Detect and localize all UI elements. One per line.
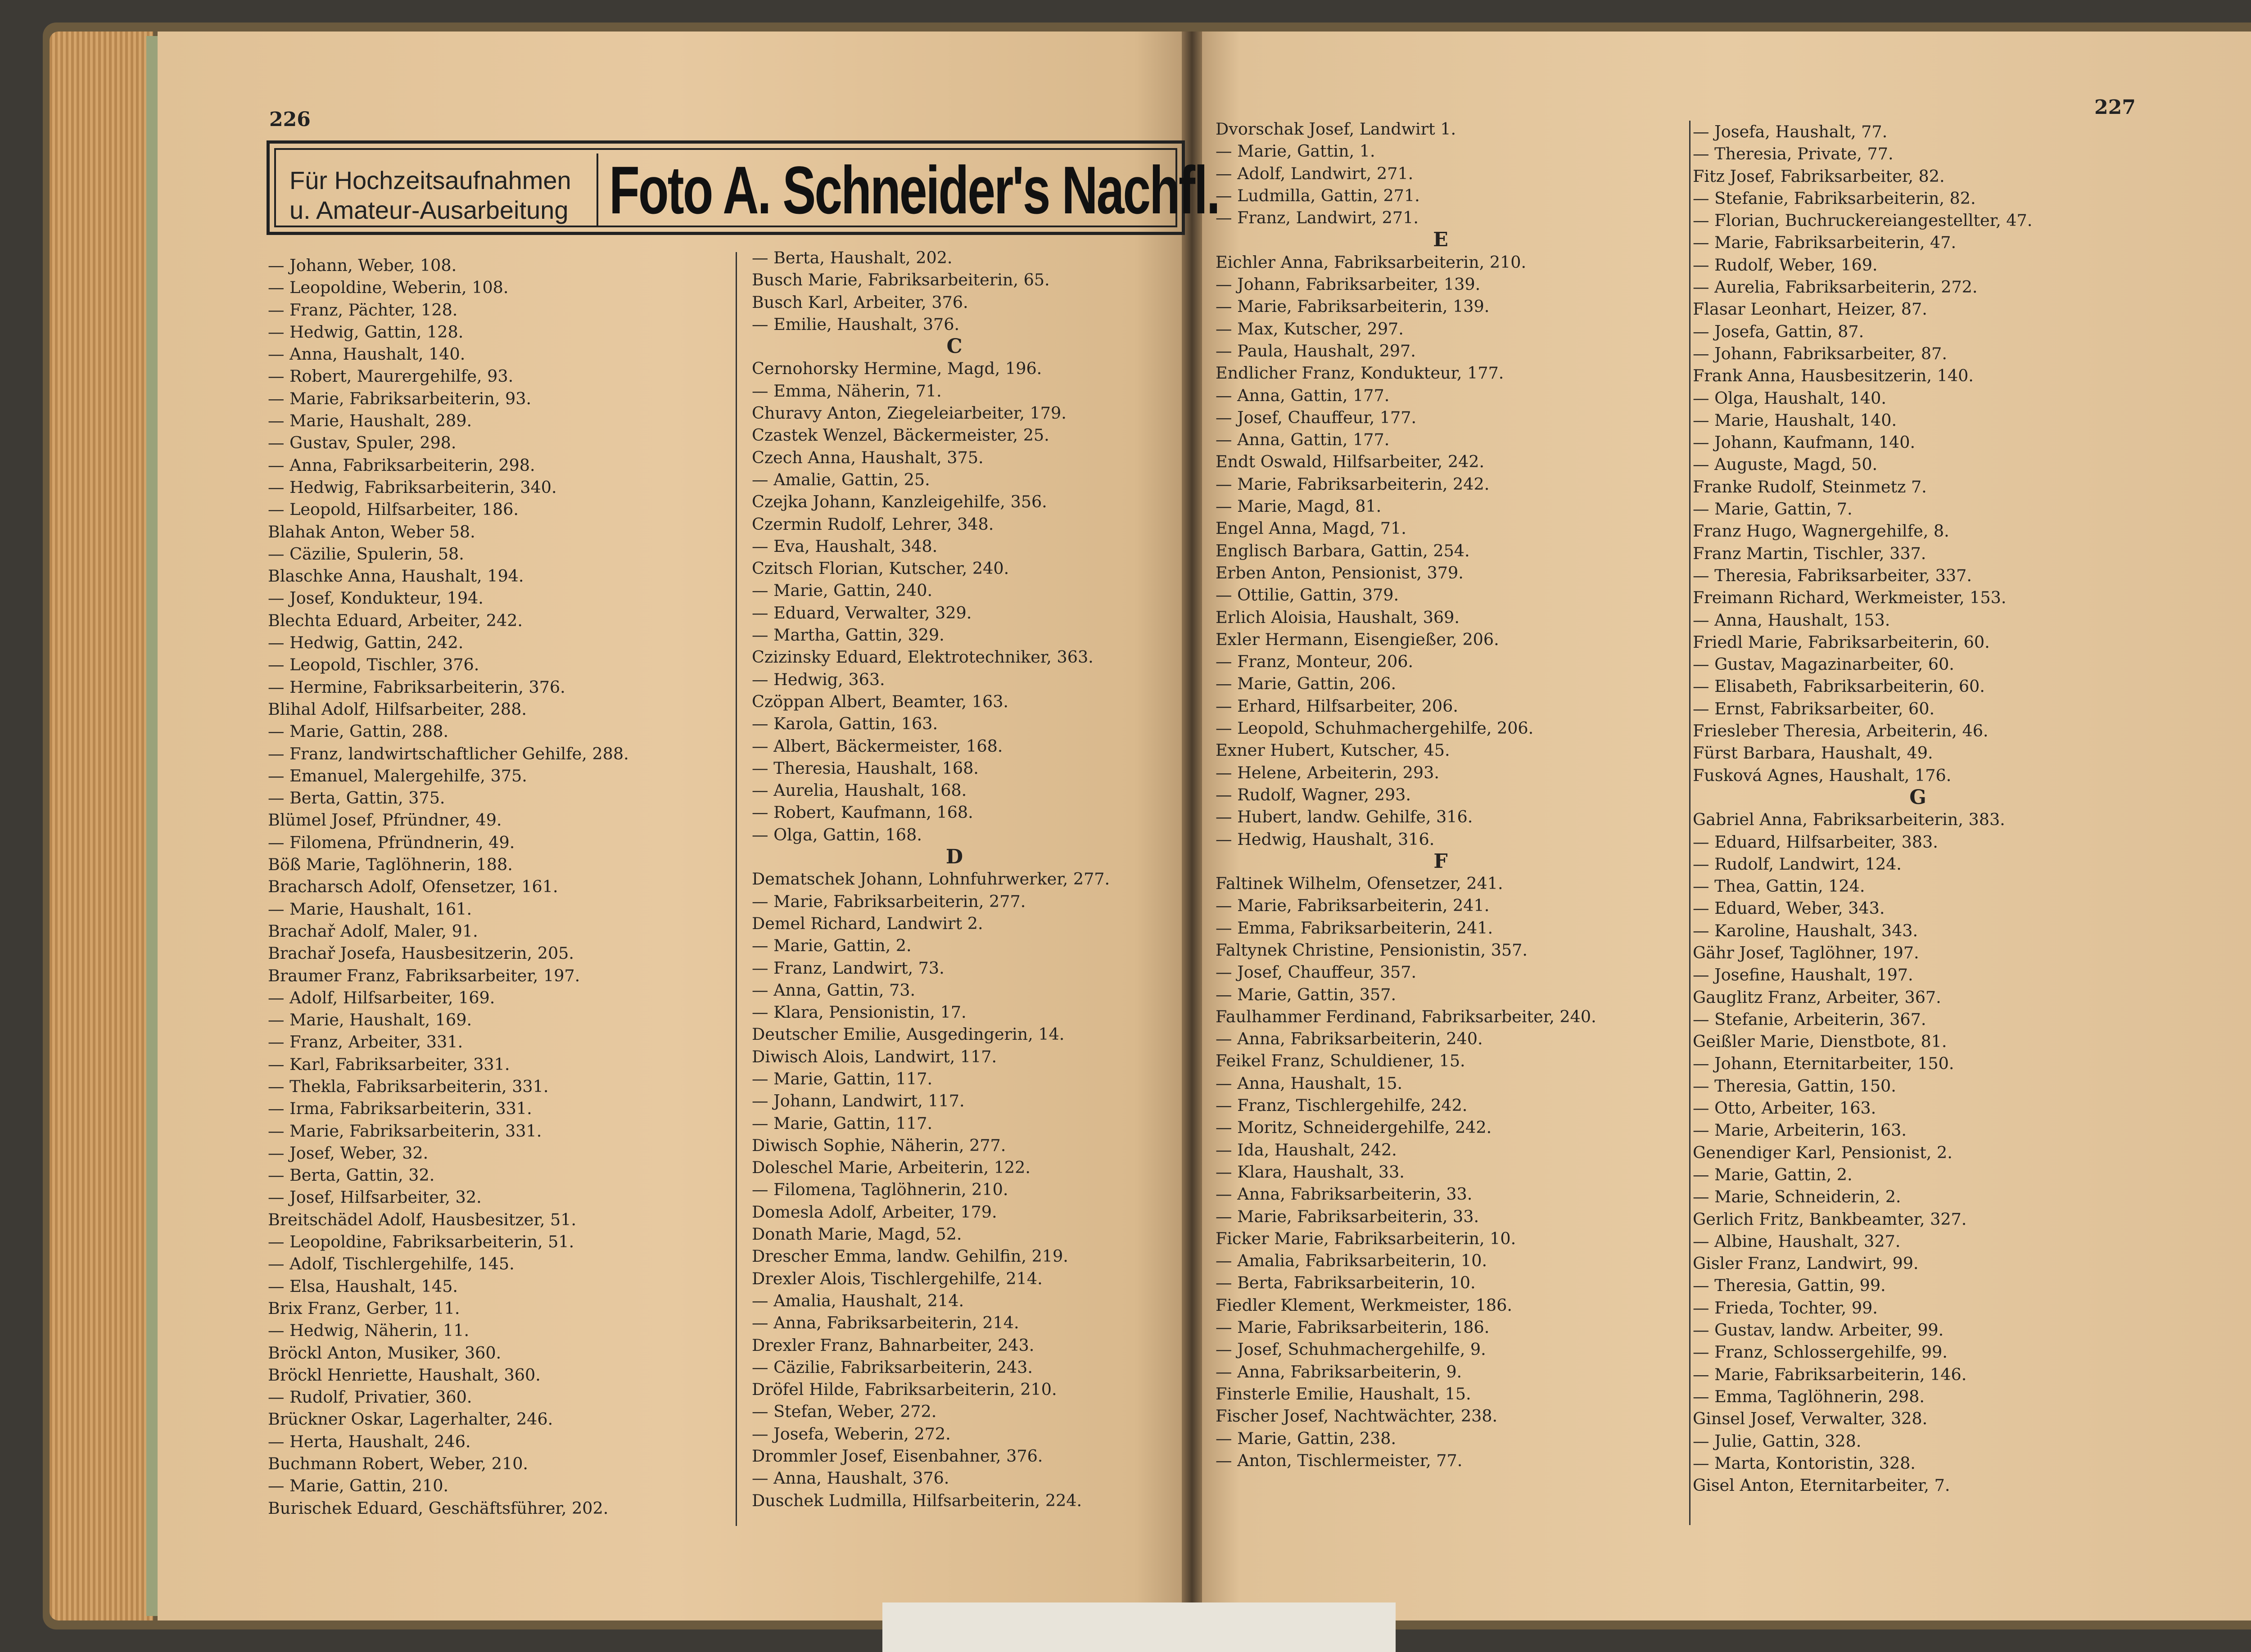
directory-entry: — Karola, Gattin, 163.: [752, 714, 938, 734]
directory-entry: — Auguste, Magd, 50.: [1693, 455, 1878, 474]
directory-entry: — Marie, Arbeiterin, 163.: [1693, 1120, 1907, 1140]
directory-entry: — Amalie, Gattin, 25.: [752, 469, 930, 489]
directory-entry: — Marie, Haushalt, 161.: [268, 899, 472, 919]
directory-entry: Dröfel Hilde, Fabriksarbeiterin, 210.: [752, 1380, 1057, 1399]
directory-entry: — Leopoldine, Fabriksarbeiterin, 51.: [268, 1232, 574, 1252]
page-number-left: 226: [269, 108, 311, 131]
directory-entry: — Marie, Fabriksarbeiterin, 241.: [1216, 896, 1490, 916]
directory-entry: Brückner Oskar, Lagerhalter, 246.: [268, 1409, 553, 1429]
directory-entry: — Anna, Haushalt, 140.: [268, 344, 466, 364]
directory-entry: Braumer Franz, Fabriksarbeiter, 197.: [268, 966, 580, 985]
directory-entry: — Theresia, Fabriksarbeiter, 337.: [1693, 565, 1972, 585]
directory-entry: — Josef, Kondukteur, 194.: [268, 588, 484, 608]
directory-entry: — Anna, Haushalt, 15.: [1216, 1073, 1403, 1093]
directory-entry: Faltinek Wilhelm, Ofensetzer, 241.: [1216, 874, 1503, 894]
directory-entry: — Eduard, Verwalter, 329.: [752, 603, 972, 623]
directory-entry: — Amalia, Fabriksarbeiterin, 10.: [1216, 1251, 1487, 1271]
directory-entry: — Marie, Gattin, 210.: [268, 1476, 449, 1496]
directory-entry: Fitz Josef, Fabriksarbeiter, 82.: [1693, 166, 1945, 186]
directory-entry: — Anna, Haushalt, 153.: [1693, 610, 1890, 630]
directory-entry: Blechta Eduard, Arbeiter, 242.: [268, 610, 523, 630]
directory-entry: Deutscher Emilie, Ausgedingerin, 14.: [752, 1025, 1065, 1044]
directory-entry: Gauglitz Franz, Arbeiter, 367.: [1693, 987, 1941, 1007]
directory-entry: Flasar Leonhart, Heizer, 87.: [1693, 299, 1927, 319]
directory-entry: — Emma, Taglöhnerin, 298.: [1693, 1386, 1925, 1406]
directory-entry: — Marie, Haushalt, 140.: [1693, 410, 1897, 430]
directory-entry: — Marta, Kontoristin, 328.: [1693, 1453, 1916, 1473]
directory-entry: Duschek Ludmilla, Hilfsarbeiterin, 224.: [752, 1490, 1082, 1510]
directory-entry: Busch Karl, Arbeiter, 376.: [752, 292, 968, 312]
section-letter: C: [946, 335, 963, 358]
directory-entry: Faltynek Christine, Pensionistin, 357.: [1216, 940, 1528, 960]
directory-entry: — Leopoldine, Weberin, 108.: [268, 278, 509, 298]
directory-entry: — Franz, Landwirt, 73.: [752, 958, 945, 978]
directory-entry: — Franz, Pächter, 128.: [268, 300, 458, 320]
directory-entry: — Adolf, Tischlergehilfe, 145.: [268, 1254, 515, 1274]
directory-entry: — Marie, Gattin, 2.: [1693, 1165, 1853, 1184]
directory-entry: Bracharsch Adolf, Ofensetzer, 161.: [268, 877, 558, 897]
directory-entry: Czizinsky Eduard, Elektrotechniker, 363.: [752, 647, 1094, 667]
directory-entry: Domesla Adolf, Arbeiter, 179.: [752, 1202, 997, 1222]
left-column-1: [268, 254, 629, 1519]
ad-studio-name: Foto A. Schneider's Nachfl.: [609, 152, 1219, 228]
directory-entry: Buchmann Robert, Weber, 210.: [268, 1454, 529, 1474]
directory-entry: — Eva, Haushalt, 348.: [752, 536, 938, 556]
directory-entry: Feikel Franz, Schuldiener, 15.: [1216, 1051, 1465, 1071]
advertisement-box: [267, 140, 1219, 235]
ad-line-1: Für Hochzeitsaufnahmen: [289, 166, 571, 194]
directory-entry: Frank Anna, Hausbesitzerin, 140.: [1693, 366, 1974, 386]
directory-entry: Bröckl Anton, Musiker, 360.: [268, 1343, 502, 1363]
directory-entry: Freimann Richard, Werkmeister, 153.: [1693, 588, 2007, 608]
directory-entry: Fischer Josef, Nachtwächter, 238.: [1216, 1406, 1498, 1426]
directory-entry: — Johann, Fabriksarbeiter, 139.: [1216, 275, 1481, 294]
directory-entry: — Hedwig, Näherin, 11.: [268, 1321, 470, 1341]
directory-entry: — Emanuel, Malergehilfe, 375.: [268, 766, 527, 785]
directory-entry: — Berta, Gattin, 375.: [268, 788, 445, 808]
directory-entry: Erlich Aloisia, Haushalt, 369.: [1216, 607, 1460, 627]
directory-entry: — Adolf, Landwirt, 271.: [1216, 163, 1414, 183]
section-letter: E: [1433, 228, 1448, 252]
directory-entry: Burischek Eduard, Geschäftsführer, 202.: [268, 1498, 609, 1518]
directory-entry: — Stefan, Weber, 272.: [752, 1402, 937, 1422]
directory-entry: — Aurelia, Fabriksarbeiterin, 272.: [1693, 277, 1978, 297]
directory-entry: — Marie, Haushalt, 289.: [268, 411, 472, 431]
directory-entry: — Berta, Fabriksarbeiterin, 10.: [1216, 1273, 1476, 1293]
directory-entry: — Ludmilla, Gattin, 271.: [1216, 185, 1420, 205]
directory-entry: — Anna, Fabriksarbeiterin, 214.: [752, 1313, 1019, 1333]
directory-entry: Genendiger Karl, Pensionist, 2.: [1693, 1142, 1953, 1162]
directory-entry: — Leopold, Hilfsarbeiter, 186.: [268, 500, 519, 519]
directory-entry: Czöppan Albert, Beamter, 163.: [752, 691, 1009, 711]
directory-entry: Geißler Marie, Dienstbote, 81.: [1693, 1032, 1947, 1052]
directory-entry: — Martha, Gattin, 329.: [752, 625, 945, 645]
directory-entry: — Frieda, Tochter, 99.: [1693, 1298, 1878, 1318]
directory-entry: — Josef, Chauffeur, 177.: [1216, 407, 1417, 427]
directory-entry: Donath Marie, Magd, 52.: [752, 1224, 962, 1244]
directory-entry: Gähr Josef, Taglöhner, 197.: [1693, 943, 1919, 962]
directory-entry: — Anna, Gattin, 177.: [1216, 385, 1390, 405]
directory-entry: — Thea, Gattin, 124.: [1693, 876, 1865, 896]
directory-entry: — Robert, Kaufmann, 168.: [752, 803, 973, 822]
directory-entry: — Anton, Tischlermeister, 77.: [1216, 1450, 1463, 1470]
directory-entry: Bröckl Henriette, Haushalt, 360.: [268, 1365, 541, 1385]
binding-paper: [882, 1602, 1396, 1652]
directory-entry: — Ottilie, Gattin, 379.: [1216, 585, 1399, 605]
directory-entry: Czitsch Florian, Kutscher, 240.: [752, 559, 1009, 578]
directory-entry: Fürst Barbara, Haushalt, 49.: [1693, 743, 1933, 763]
directory-entry: Demel Richard, Landwirt 2.: [752, 913, 983, 933]
directory-entry: — Marie, Gattin, 238.: [1216, 1428, 1397, 1448]
directory-entry: — Emma, Näherin, 71.: [752, 381, 942, 401]
directory-entry: — Marie, Fabriksarbeiterin, 33.: [1216, 1206, 1479, 1226]
column-rule-left: [736, 252, 737, 1526]
directory-entry: — Theresia, Haushalt, 168.: [752, 758, 979, 778]
directory-entry: Brachař Josefa, Hausbesitzerin, 205.: [268, 943, 574, 963]
directory-entry: Gisel Anton, Eternitarbeiter, 7.: [1693, 1476, 1950, 1495]
directory-entry: — Theresia, Gattin, 99.: [1693, 1276, 1886, 1295]
directory-entry: — Eduard, Weber, 343.: [1693, 898, 1885, 918]
directory-entry: — Marie, Fabriksarbeiterin, 186.: [1216, 1318, 1490, 1337]
directory-entry: — Josefa, Weberin, 272.: [752, 1424, 951, 1444]
directory-entry: — Josef, Weber, 32.: [268, 1143, 429, 1163]
directory-entry: Czermin Rudolf, Lehrer, 348.: [752, 514, 994, 534]
directory-entry: — Josef, Chauffeur, 357.: [1216, 962, 1417, 982]
directory-entry: — Franz, Arbeiter, 331.: [268, 1032, 463, 1052]
left-column-2: [752, 247, 1157, 1512]
directory-entry: — Marie, Magd, 81.: [1216, 497, 1382, 516]
directory-entry: Diwisch Sophie, Näherin, 277.: [752, 1135, 1006, 1155]
directory-entry: — Josef, Schuhmachergehilfe, 9.: [1216, 1340, 1486, 1359]
advertisement-inner-frame: [274, 148, 1219, 228]
directory-entry: Erben Anton, Pensionist, 379.: [1216, 563, 1464, 582]
ad-line-2: u. Amateur-Ausarbeitung: [289, 196, 569, 224]
directory-entry: — Johann, Kaufmann, 140.: [1693, 433, 1916, 452]
directory-entry: Drexler Alois, Tischlergehilfe, 214.: [752, 1268, 1043, 1288]
directory-entry: — Filomena, Pfründnerin, 49.: [268, 832, 515, 852]
right-column-1: [1216, 118, 1666, 1471]
directory-entry: — Marie, Gattin, 288.: [268, 722, 449, 741]
directory-entry: — Albert, Bäckermeister, 168.: [752, 736, 1003, 756]
directory-entry: — Anna, Gattin, 177.: [1216, 430, 1390, 450]
directory-entry: Dematschek Johann, Lohnfuhrwerker, 277.: [752, 869, 1110, 889]
directory-entry: — Johann, Weber, 108.: [268, 256, 457, 275]
directory-entry: — Herta, Haushalt, 246.: [268, 1431, 471, 1451]
directory-entry: — Marie, Gattin, 117.: [752, 1113, 933, 1133]
right-column-2: [1693, 121, 2143, 1496]
directory-entry: — Johann, Eternitarbeiter, 150.: [1693, 1054, 1954, 1074]
directory-entry: — Marie, Fabriksarbeiterin, 146.: [1693, 1364, 1967, 1384]
directory-entry: — Klara, Haushalt, 33.: [1216, 1162, 1405, 1182]
directory-entry: — Karoline, Haushalt, 343.: [1693, 921, 1918, 940]
directory-entry: Doleschel Marie, Arbeiterin, 122.: [752, 1158, 1031, 1178]
directory-entry: — Marie, Gattin, 206.: [1216, 674, 1397, 694]
directory-entry: — Berta, Gattin, 32.: [268, 1165, 435, 1185]
directory-entry: Eichler Anna, Fabriksarbeiterin, 210.: [1216, 252, 1527, 272]
directory-entry: — Rudolf, Weber, 169.: [1693, 255, 1878, 275]
directory-entry: Blaschke Anna, Haushalt, 194.: [268, 566, 524, 586]
directory-entry: — Florian, Buchruckereiangestellter, 47.: [1693, 211, 2033, 230]
directory-entry: — Josefine, Haushalt, 197.: [1693, 965, 1913, 985]
directory-entry: — Marie, Gattin, 2.: [752, 936, 912, 956]
directory-entry: — Hermine, Fabriksarbeiterin, 376.: [268, 677, 565, 697]
directory-entry: Dvorschak Josef, Landwirt 1.: [1216, 119, 1456, 139]
directory-entry: — Marie, Fabriksarbeiterin, 277.: [752, 891, 1026, 911]
directory-entry: — Hedwig, Haushalt, 316.: [1216, 829, 1435, 849]
directory-entry: Czastek Wenzel, Bäckermeister, 25.: [752, 425, 1049, 445]
directory-entry: — Max, Kutscher, 297.: [1216, 319, 1404, 339]
directory-entry: Blümel Josef, Pfründner, 49.: [268, 810, 502, 830]
directory-entry: — Helene, Arbeiterin, 293.: [1216, 763, 1439, 782]
directory-entry: — Marie, Haushalt, 169.: [268, 1010, 472, 1030]
directory-entry: — Stefanie, Fabriksarbeiterin, 82.: [1693, 188, 1976, 208]
directory-entry: Franz Martin, Tischler, 337.: [1693, 543, 1926, 563]
directory-entry: — Adolf, Hilfsarbeiter, 169.: [268, 988, 495, 1007]
directory-entry: Drommler Josef, Eisenbahner, 376.: [752, 1446, 1043, 1466]
directory-entry: — Franz, Landwirt, 271.: [1216, 208, 1419, 228]
directory-entry: — Anna, Fabriksarbeiterin, 9.: [1216, 1362, 1462, 1381]
directory-entry: — Robert, Maurergehilfe, 93.: [268, 366, 514, 386]
directory-entry: Engel Anna, Magd, 71.: [1216, 519, 1406, 538]
directory-entry: — Rudolf, Landwirt, 124.: [1693, 854, 1902, 874]
directory-entry: Czejka Johann, Kanzleigehilfe, 356.: [752, 492, 1047, 512]
directory-entry: Blahak Anton, Weber 58.: [268, 522, 475, 542]
directory-entry: — Ernst, Fabriksarbeiter, 60.: [1693, 699, 1935, 718]
directory-entry: Drexler Franz, Bahnarbeiter, 243.: [752, 1335, 1035, 1355]
directory-entry: — Marie, Schneiderin, 2.: [1693, 1187, 1901, 1207]
page-number-right: 227: [2094, 96, 2136, 119]
directory-entry: — Franz, landwirtschaftlicher Gehilfe, 288.: [268, 744, 629, 763]
directory-entry: — Marie, Fabriksarbeiterin, 47.: [1693, 233, 1957, 253]
directory-entry: — Anna, Fabriksarbeiterin, 240.: [1216, 1029, 1483, 1049]
directory-entry: — Olga, Haushalt, 140.: [1693, 388, 1886, 408]
directory-entry: Diwisch Alois, Landwirt, 117.: [752, 1047, 997, 1066]
directory-entry: Fiedler Klement, Werkmeister, 186.: [1216, 1295, 1512, 1315]
directory-entry: Gerlich Fritz, Bankbeamter, 327.: [1693, 1209, 1967, 1229]
directory-entry: Faulhammer Ferdinand, Fabriksarbeiter, 240.: [1216, 1007, 1596, 1026]
directory-entry: Drescher Emma, landw. Gehilfin, 219.: [752, 1246, 1068, 1266]
directory-entry: — Eduard, Hilfsarbeiter, 383.: [1693, 832, 1938, 852]
directory-entry: Friedl Marie, Fabriksarbeiterin, 60.: [1693, 632, 1990, 652]
directory-entry: Breitschädel Adolf, Hausbesitzer, 51.: [268, 1210, 577, 1229]
directory-entry: — Hedwig, 363.: [752, 669, 885, 689]
directory-entry: — Julie, Gattin, 328.: [1693, 1431, 1862, 1451]
directory-entry: — Marie, Gattin, 240.: [752, 581, 933, 600]
directory-entry: — Franz, Tischlergehilfe, 242.: [1216, 1096, 1468, 1115]
directory-entry: — Ida, Haushalt, 242.: [1216, 1140, 1397, 1160]
directory-entry: — Anna, Fabriksarbeiterin, 33.: [1216, 1184, 1473, 1204]
directory-entry: — Aurelia, Haushalt, 168.: [752, 781, 967, 800]
directory-entry: Blihal Adolf, Hilfsarbeiter, 288.: [268, 699, 527, 719]
directory-entry: Czech Anna, Haushalt, 375.: [752, 447, 984, 467]
book-gutter: [1182, 32, 1202, 1620]
directory-entry: Busch Marie, Fabriksarbeiterin, 65.: [752, 270, 1050, 290]
directory-entry: Exner Hubert, Kutscher, 45.: [1216, 740, 1450, 760]
directory-entry: — Josef, Hilfsarbeiter, 32.: [268, 1187, 482, 1207]
directory-entry: Franke Rudolf, Steinmetz 7.: [1693, 477, 1927, 497]
directory-entry: — Theresia, Gattin, 150.: [1693, 1076, 1896, 1096]
directory-entry: Fusková Agnes, Haushalt, 176.: [1693, 765, 1952, 785]
directory-entry: — Paula, Haushalt, 297.: [1216, 341, 1416, 361]
directory-entry: — Anna, Fabriksarbeiterin, 298.: [268, 455, 535, 475]
directory-entry: — Marie, Gattin, 357.: [1216, 984, 1397, 1004]
directory-entry: Cernohorsky Hermine, Magd, 196.: [752, 359, 1042, 379]
directory-entry: — Erhard, Hilfsarbeiter, 206.: [1216, 696, 1458, 716]
directory-entry: — Irma, Fabriksarbeiterin, 331.: [268, 1099, 532, 1119]
directory-entry: — Gustav, Spuler, 298.: [268, 433, 457, 453]
directory-entry: — Emma, Fabriksarbeiterin, 241.: [1216, 918, 1493, 938]
directory-entry: — Olga, Gattin, 168.: [752, 825, 922, 844]
directory-entry: — Anna, Gattin, 73.: [752, 980, 916, 1000]
directory-entry: Endlicher Franz, Kondukteur, 177.: [1216, 363, 1504, 383]
section-letter: F: [1433, 849, 1448, 873]
directory-entry: Churavy Anton, Ziegeleiarbeiter, 179.: [752, 403, 1067, 423]
directory-entry: Brachař Adolf, Maler, 91.: [268, 921, 478, 941]
directory-entry: — Elsa, Haushalt, 145.: [268, 1276, 458, 1296]
directory-entry: — Moritz, Schneidergehilfe, 242.: [1216, 1118, 1492, 1137]
directory-entry: — Johann, Fabriksarbeiter, 87.: [1693, 343, 1947, 363]
directory-entry: Englisch Barbara, Gattin, 254.: [1216, 541, 1470, 560]
directory-entry: — Otto, Arbeiter, 163.: [1693, 1098, 1876, 1118]
directory-entry: — Gustav, landw. Arbeiter, 99.: [1693, 1320, 1944, 1340]
directory-entry: — Marie, Fabriksarbeiterin, 139.: [1216, 297, 1490, 316]
directory-entry: Ginsel Josef, Verwalter, 328.: [1693, 1409, 1928, 1429]
directory-entry: Endt Oswald, Hilfsarbeiter, 242.: [1216, 452, 1485, 472]
directory-entry: — Berta, Haushalt, 202.: [752, 248, 953, 267]
directory-entry: — Marie, Gattin, 117.: [752, 1069, 933, 1088]
directory-entry: — Josefa, Gattin, 87.: [1693, 321, 1864, 341]
directory-entry: — Rudolf, Privatier, 360.: [268, 1387, 472, 1407]
directory-entry: Exler Hermann, Eisengießer, 206.: [1216, 629, 1499, 649]
directory-entry: — Cäzilie, Fabriksarbeiterin, 243.: [752, 1357, 1033, 1377]
section-letter: D: [945, 845, 963, 869]
directory-entry: — Rudolf, Wagner, 293.: [1216, 785, 1411, 804]
directory-entry: Gisler Franz, Landwirt, 99.: [1693, 1254, 1919, 1273]
directory-entry: — Marie, Gattin, 1.: [1216, 141, 1375, 161]
directory-entry: — Hubert, landw. Gehilfe, 316.: [1216, 807, 1473, 827]
directory-entry: — Elisabeth, Fabriksarbeiterin, 60.: [1693, 677, 1985, 696]
directory-entry: Franz Hugo, Wagnergehilfe, 8.: [1693, 521, 1949, 541]
directory-entry: Friesleber Theresia, Arbeiterin, 46.: [1693, 721, 1989, 741]
directory-entry: — Thekla, Fabriksarbeiterin, 331.: [268, 1076, 549, 1096]
directory-entry: — Leopold, Schuhmachergehilfe, 206.: [1216, 718, 1534, 738]
directory-entry: — Cäzilie, Spulerin, 58.: [268, 544, 464, 564]
column-rule-right: [1689, 121, 1691, 1525]
directory-entry: — Hedwig, Gattin, 242.: [268, 633, 464, 653]
section-letter: G: [1909, 785, 1926, 809]
directory-entry: — Josefa, Haushalt, 77.: [1693, 122, 1888, 141]
directory-entry: — Hedwig, Gattin, 128.: [268, 322, 464, 342]
directory-entry: — Hedwig, Fabriksarbeiterin, 340.: [268, 477, 557, 497]
directory-entry: — Albine, Haushalt, 327.: [1693, 1231, 1901, 1251]
directory-entry: — Theresia, Private, 77.: [1693, 144, 1894, 164]
directory-entry: — Leopold, Tischler, 376.: [268, 655, 479, 675]
directory-entry: Gabriel Anna, Fabriksarbeiterin, 383.: [1693, 810, 2005, 830]
directory-entry: — Gustav, Magazinarbeiter, 60.: [1693, 654, 1954, 674]
directory-entry: — Marie, Fabriksarbeiterin, 93.: [268, 388, 532, 408]
page-edges-left: [50, 32, 153, 1620]
directory-entry: — Klara, Pensionistin, 17.: [752, 1002, 967, 1022]
directory-entry: — Franz, Schlossergehilfe, 99.: [1693, 1342, 1948, 1362]
directory-entry: — Karl, Fabriksarbeiter, 331.: [268, 1054, 510, 1074]
directory-entry: — Franz, Monteur, 206.: [1216, 652, 1414, 672]
directory-entry: — Anna, Haushalt, 376.: [752, 1468, 949, 1488]
directory-entry: — Amalia, Haushalt, 214.: [752, 1291, 964, 1310]
directory-entry: Finsterle Emilie, Haushalt, 15.: [1216, 1384, 1471, 1404]
directory-entry: — Marie, Gattin, 7.: [1693, 499, 1853, 519]
directory-entry: — Marie, Fabriksarbeiterin, 242.: [1216, 474, 1490, 494]
ad-divider: [597, 153, 598, 226]
directory-entry: — Johann, Landwirt, 117.: [752, 1091, 965, 1111]
directory-entry: Ficker Marie, Fabriksarbeiterin, 10.: [1216, 1228, 1516, 1248]
directory-entry: — Filomena, Taglöhnerin, 210.: [752, 1180, 1008, 1200]
directory-entry: — Stefanie, Arbeiterin, 367.: [1693, 1009, 1926, 1029]
directory-entry: Brix Franz, Gerber, 11.: [268, 1298, 460, 1318]
directory-entry: Böß Marie, Taglöhnerin, 188.: [268, 855, 513, 875]
directory-entry: — Marie, Fabriksarbeiterin, 331.: [268, 1121, 542, 1141]
directory-entry: — Emilie, Haushalt, 376.: [752, 314, 960, 334]
